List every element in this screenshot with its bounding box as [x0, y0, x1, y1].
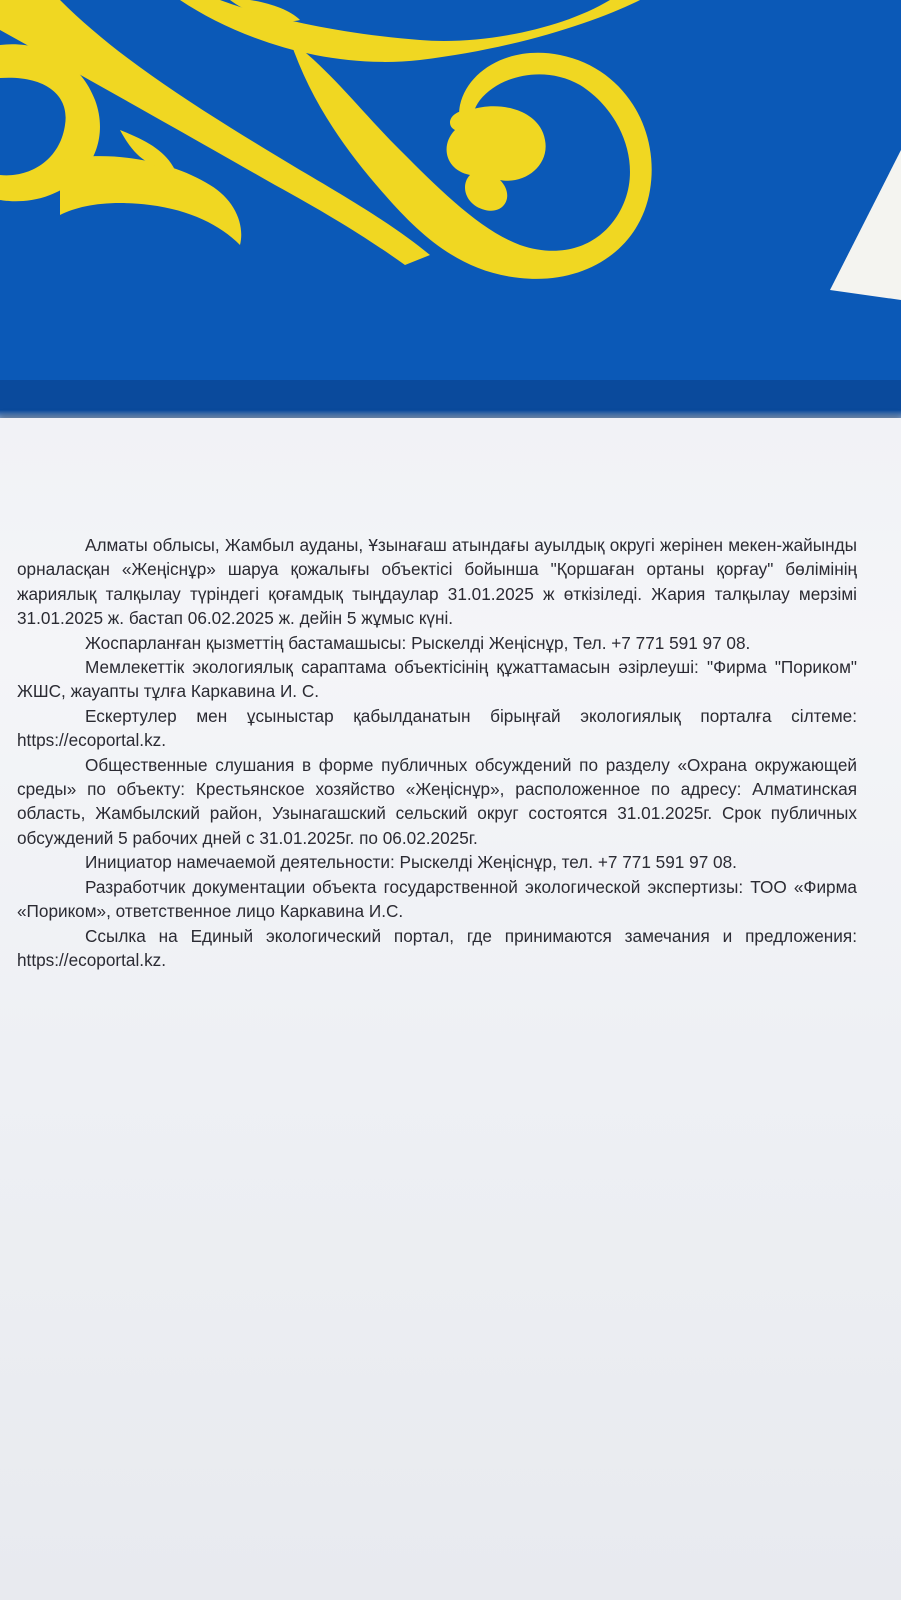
paragraph-ru-developer: Разработчик документации объекта государственной экологической экспертизы: ТОО «Фирма «Порикoм», ответственное лицо Каркавина И.С. — [17, 876, 857, 922]
paragraph-ru-hearing: Общественные слушания в форме публичных обсуждений по разделу «Охрана окружающей среды» по объекту: Крестьянское хозяйство «Жеңіснұр», расположенное по адресу: Алматинская область, Жамбылский район, Узынагашский сельский округ состоятся 31.01.2025г. Срок публичных обсуждений 5 рабочих дней с 31.01.2025г. по 06.02.2025г. — [17, 754, 857, 848]
paragraph-kz-hearing: Алматы облысы, Жамбыл ауданы, Ұзынағаш атындағы ауылдық округі жерінен мекен-жайынды орналасқан «Жеңіснұр» шаруа қожалығы объектісі бойынша "Қоршаған ортаны қорғау" бөлімінің жариялық талқылау түріндегі қоғамдық тыңдаулар 31.01.2025 ж өткізіледі. Жария талқылау мерзімі 31.01.2025 ж. бастап 06.02.2025 ж. дейін 5 жұмыс күні. — [17, 535, 857, 629]
paragraph-kz-portal: Ескертулер мен ұсыныстар қабылданатын бірыңғай экологиялық порталға сілтеме: https://ecoportal.kz. — [17, 705, 857, 751]
yellow-ornament-panel — [0, 0, 901, 440]
paragraph-kz-initiator: Жоспарланған қызметтің бастамашысы: Рыскелді Жеңіснұр, Тел. +7 771 591 97 08. — [85, 632, 751, 653]
paragraph-ru-portal: Ссылка на Единый экологический портал, где принимаются замечания и предложения: https://ecoportal.kz. — [17, 925, 857, 970]
paragraph-kz-developer: Мемлекеттік экологиялық сараптама объектісінің құжаттамасын әзірлеуші: "Фирма "Порикoм" ЖШС, жауапты тұлға Каркавина И. С. — [17, 657, 857, 702]
paragraph-ru-initiator: Инициатор намечаемой деятельности: Рыскелді Жеңіснұр, тел. +7 771 591 97 08. — [85, 852, 737, 873]
notice-text — [17, 533, 857, 972]
